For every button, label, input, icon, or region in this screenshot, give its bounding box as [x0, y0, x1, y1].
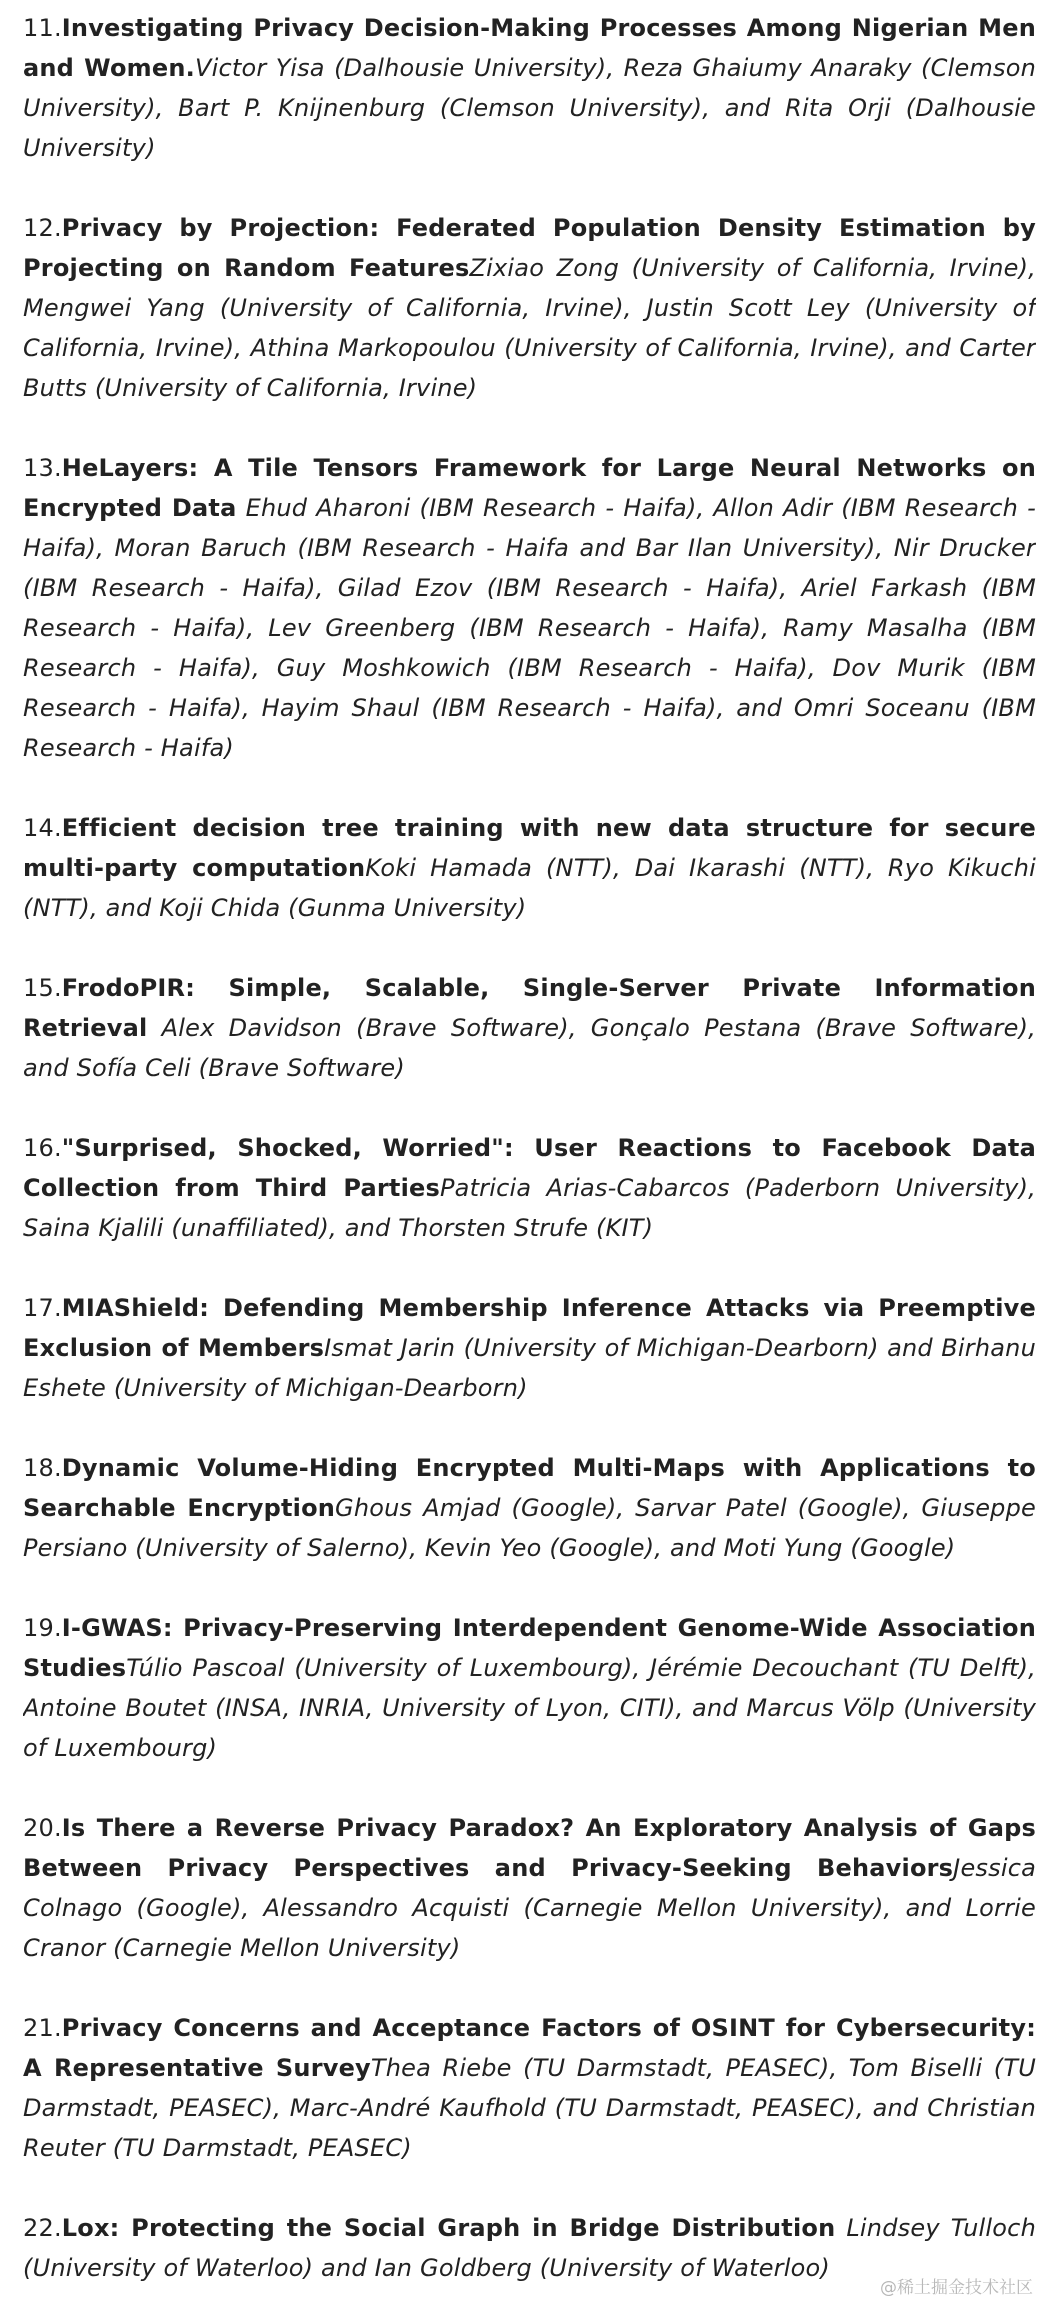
paper-entry-20 [23, 1808, 1036, 1968]
paper-number: 16. [23, 1134, 62, 1162]
paper-number: 15. [23, 974, 62, 1002]
paper-entry-16 [23, 1128, 1036, 1248]
paper-title: I-GWAS: Privacy-Preserving Interdependent Genome-Wide Association Studies [23, 1614, 1036, 1682]
paper-entry-12 [23, 208, 1036, 408]
paper-authors: Koki Hamada (NTT), Dai Ikarashi (NTT), Ryo Kikuchi (NTT), and Koji Chida (Gunma University) [23, 854, 1036, 922]
paper-number: 13. [23, 454, 62, 482]
paper-authors: Jessica Colnago (Google), Alessandro Acquisti (Carnegie Mellon University), and Lorrie Cranor (Carnegie Mellon University) [23, 1854, 1036, 1962]
paper-authors: Zixiao Zong (University of California, Irvine), Mengwei Yang (University of California, Irvine), Justin Scott Ley (University of California, Irvine), Athina Markopoulou (University of California, Irvine), and Carter Butts (University of California, Irvine) [23, 254, 1036, 402]
paper-authors: Ghous Amjad (Google), Sarvar Patel (Google), Giuseppe Persiano (University of Salerno), Kevin Yeo (Google), and Moti Yung (Google) [23, 1494, 1036, 1562]
paper-number: 18. [23, 1454, 62, 1482]
paper-entry-17 [23, 1288, 1036, 1408]
paper-authors: Victor Yisa (Dalhousie University), Reza Ghaiumy Anaraky (Clemson University), Bart P. Knijnenburg (Clemson University), and Rita Orji (Dalhousie University) [23, 54, 1036, 162]
paper-authors: Patricia Arias-Cabarcos (Paderborn University), Saina Kjalili (unaffiliated), and Thorsten Strufe (KIT) [23, 1174, 1036, 1242]
paper-entry-18 [23, 1448, 1036, 1568]
paper-number: 11. [23, 14, 62, 42]
paper-authors: Ismat Jarin (University of Michigan-Dearborn) and Birhanu Eshete (University of Michigan-Dearborn) [23, 1334, 1036, 1402]
paper-entry-13 [23, 448, 1036, 768]
paper-entry-15 [23, 968, 1036, 1088]
paper-number: 14. [23, 814, 62, 842]
paper-title: HeLayers: A Tile Tensors Framework for Large Neural Networks on Encrypted Data [23, 454, 1036, 522]
paper-title: MIAShield: Defending Membership Inference Attacks via Preemptive Exclusion of Members [23, 1294, 1036, 1362]
paper-number: 17. [23, 1294, 62, 1322]
paper-entry-19 [23, 1608, 1036, 1768]
paper-title: Privacy Concerns and Acceptance Factors of OSINT for Cybersecurity: A Representative Survey [23, 2014, 1036, 2082]
paper-entry-14 [23, 808, 1036, 928]
paper-title: Is There a Reverse Privacy Paradox? An Exploratory Analysis of Gaps Between Privacy Perspectives and Privacy-Seeking Behaviors [23, 1814, 1036, 1882]
paper-title: FrodoPIR: Simple, Scalable, Single-Server Private Information Retrieval [23, 974, 1036, 1042]
paper-title: "Surprised, Shocked, Worried": User Reactions to Facebook Data Collection from Third Parties [23, 1134, 1036, 1202]
paper-authors: Ehud Aharoni (IBM Research - Haifa), Allon Adir (IBM Research - Haifa), Moran Baruch (IBM Research - Haifa and Bar Ilan University), Nir Drucker (IBM Research - Haifa), Gilad Ezov (IBM Research - Haifa), Ariel Farkash (IBM Research - Haifa), Lev Greenberg (IBM Research - Haifa), Ramy Masalha (IBM Research - Haifa), Guy Moshkowich (IBM Research - Haifa), Dov Murik (IBM Research - Haifa), Hayim Shaul (IBM Research - Haifa), and Omri Soceanu (IBM Research - Haifa) [23, 494, 1036, 762]
watermark: @稀土掘金技术社区 [880, 2278, 1033, 2298]
paper-number: 19. [23, 1614, 62, 1642]
paper-entry-21 [23, 2008, 1036, 2168]
paper-title: Investigating Privacy Decision-Making Processes Among Nigerian Men and Women. [23, 14, 1036, 82]
paper-authors: Túlio Pascoal (University of Luxembourg), Jérémie Decouchant (TU Delft), Antoine Boutet (INSA, INRIA, University of Lyon, CITI), and Marcus Völp (University of Luxembourg) [23, 1654, 1036, 1762]
paper-list [23, 8, 1036, 2298]
paper-title: Privacy by Projection: Federated Population Density Estimation by Projecting on Random Features [23, 214, 1036, 282]
paper-number: 20. [23, 1814, 62, 1842]
paper-title: Dynamic Volume-Hiding Encrypted Multi-Maps with Applications to Searchable Encryption [23, 1454, 1036, 1522]
paper-authors: Thea Riebe (TU Darmstadt, PEASEC), Tom Biselli (TU Darmstadt, PEASEC), Marc-André Kaufhold (TU Darmstadt, PEASEC), and Christian Reuter (TU Darmstadt, PEASEC) [23, 2054, 1036, 2162]
paper-title: Lox: Protecting the Social Graph in Bridge Distribution [61, 2214, 836, 2242]
paper-number: 22. [23, 2214, 62, 2242]
paper-entry-11 [23, 8, 1036, 168]
paper-authors: Alex Davidson (Brave Software), Gonçalo Pestana (Brave Software), and Sofía Celi (Brave Software) [23, 1014, 1036, 1082]
paper-authors: Lindsey Tulloch (University of Waterloo) and Ian Goldberg (University of Waterloo) [23, 2214, 1036, 2282]
paper-number: 21. [23, 2014, 62, 2042]
paper-number: 12. [23, 214, 62, 242]
paper-title: Efficient decision tree training with new data structure for secure multi-party computation [23, 814, 1036, 882]
